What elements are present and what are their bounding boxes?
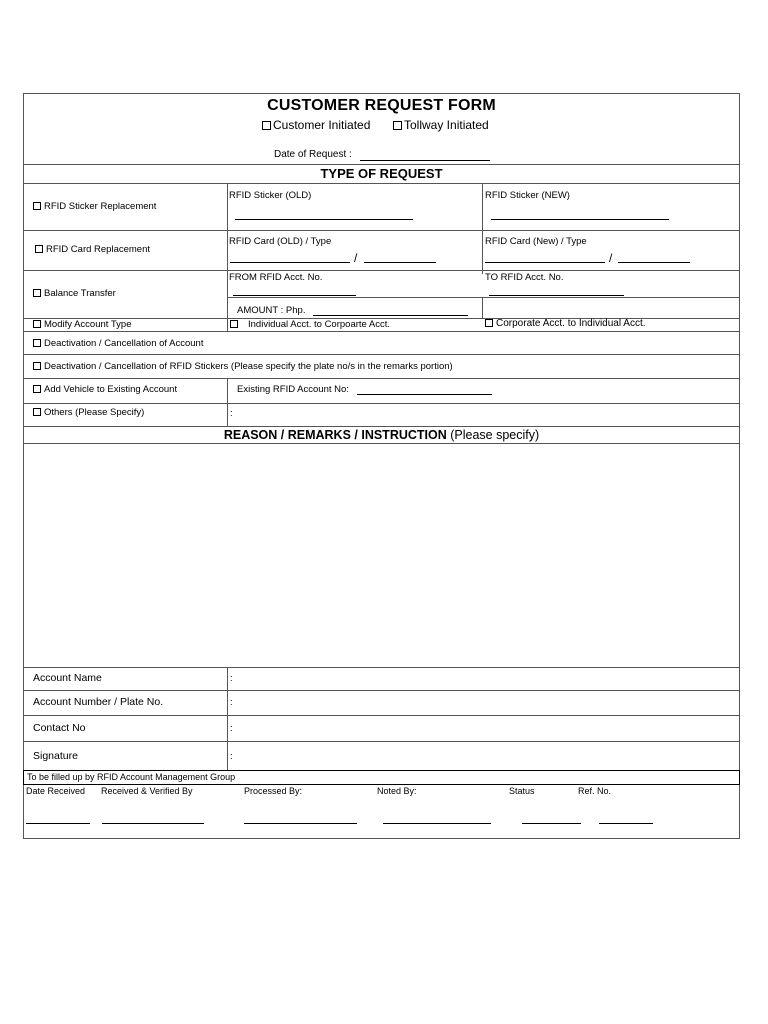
contact-no-field[interactable]: : xyxy=(230,723,233,734)
noted-by-label: Noted By: xyxy=(377,786,417,796)
sticker-old-field[interactable] xyxy=(235,219,413,220)
individual-to-corporate-label: Individual Acct. to Corpoarte Acct. xyxy=(248,319,391,330)
checkbox-icon[interactable] xyxy=(33,385,41,393)
checkbox-icon[interactable] xyxy=(33,202,41,210)
type-of-request-title: TYPE OF REQUEST xyxy=(320,166,443,181)
tollway-initiated-option[interactable] xyxy=(393,118,489,132)
deactivation-stickers-label: Deactivation / Cancellation of RFID Stickers (Please specify the plate no/s in the remarks portion) xyxy=(44,361,453,372)
card-new-label: RFID Card (New) / Type xyxy=(485,236,587,247)
checkbox-icon[interactable] xyxy=(230,320,238,328)
date-of-request-label: Date of Request : xyxy=(274,149,352,160)
sticker-new-field[interactable] xyxy=(491,219,669,220)
account-name-field[interactable]: : xyxy=(230,673,233,684)
customer-request-form xyxy=(23,93,740,839)
modify-account-label: Modify Account Type xyxy=(44,319,132,330)
balance-transfer-option[interactable] xyxy=(33,288,116,299)
contact-no-label: Contact No xyxy=(33,722,86,734)
sticker-new-label: RFID Sticker (NEW) xyxy=(485,190,570,201)
sticker-replacement-option[interactable] xyxy=(33,201,156,212)
date-received-field[interactable] xyxy=(26,823,90,824)
others-label: Others (Please Specify) xyxy=(44,407,145,418)
status-label: Status xyxy=(509,786,535,796)
add-vehicle-option[interactable] xyxy=(33,384,177,395)
processed-by-field[interactable] xyxy=(244,823,357,824)
checkbox-icon[interactable] xyxy=(33,362,41,370)
remarks-area[interactable] xyxy=(24,444,739,666)
card-replacement-label: RFID Card Replacement xyxy=(46,244,151,255)
remarks-title-main: REASON / REMARKS / INSTRUCTION xyxy=(223,428,447,442)
noted-by-field[interactable] xyxy=(383,823,491,824)
amount-label: AMOUNT : Php. xyxy=(237,305,306,316)
form-title: CUSTOMER REQUEST FORM xyxy=(267,97,496,114)
existing-rfid-field[interactable] xyxy=(357,394,492,395)
card-old-separator: / xyxy=(354,251,358,265)
card-new-separator: / xyxy=(609,251,613,265)
balance-transfer-label: Balance Transfer xyxy=(44,288,116,299)
sticker-old-label: RFID Sticker (OLD) xyxy=(229,190,312,201)
checkbox-icon[interactable] xyxy=(33,320,41,328)
deactivation-account-option[interactable] xyxy=(33,338,203,349)
card-old-type-field[interactable] xyxy=(364,262,436,263)
existing-rfid-label: Existing RFID Account No: xyxy=(237,384,349,395)
amount-field[interactable] xyxy=(313,315,468,316)
signature-label: Signature xyxy=(33,750,78,762)
account-number-field[interactable]: : xyxy=(230,697,233,708)
status-field[interactable] xyxy=(522,823,581,824)
checkbox-icon[interactable] xyxy=(393,121,402,130)
received-verified-field[interactable] xyxy=(102,823,204,824)
customer-initiated-label: Customer Initiated xyxy=(273,118,371,132)
corporate-to-individual-label: Corporate Acct. to Individual Acct. xyxy=(496,318,646,329)
checkbox-icon[interactable] xyxy=(33,408,41,416)
checkbox-icon[interactable] xyxy=(262,121,271,130)
sticker-replacement-label: RFID Sticker Replacement xyxy=(44,201,157,212)
checkbox-icon[interactable] xyxy=(33,289,41,297)
signature-field[interactable]: : xyxy=(230,751,233,762)
card-old-label: RFID Card (OLD) / Type xyxy=(229,236,332,247)
tollway-initiated-label: Tollway Initiated xyxy=(404,118,489,132)
checkbox-icon[interactable] xyxy=(485,319,493,327)
card-replacement-option[interactable] xyxy=(35,244,150,255)
to-rfid-field[interactable] xyxy=(489,295,624,296)
corporate-to-individual-option[interactable] xyxy=(485,318,646,329)
processed-by-label: Processed By: xyxy=(244,786,303,796)
modify-account-option[interactable] xyxy=(33,319,132,330)
add-vehicle-label: Add Vehicle to Existing Account xyxy=(44,384,178,395)
checkbox-icon[interactable] xyxy=(33,339,41,347)
received-verified-label: Received & Verified By xyxy=(101,786,193,796)
deactivation-stickers-option[interactable] xyxy=(33,361,453,372)
card-new-type-field[interactable] xyxy=(618,262,690,263)
office-note: To be filled up by RFID Account Management Group xyxy=(27,772,236,782)
checkbox-icon[interactable] xyxy=(35,245,43,253)
customer-initiated-option[interactable] xyxy=(262,118,370,132)
from-rfid-label: FROM RFID Acct. No. xyxy=(229,272,323,283)
ref-no-label: Ref. No. xyxy=(578,786,612,796)
from-rfid-field[interactable] xyxy=(233,295,356,296)
remarks-title-suffix: (Please specify) xyxy=(446,428,540,442)
remarks-title xyxy=(24,428,739,442)
others-field[interactable]: : xyxy=(230,408,233,419)
ref-no-field[interactable] xyxy=(599,823,653,824)
account-number-label: Account Number / Plate No. xyxy=(33,696,164,708)
date-received-label: Date Received xyxy=(26,786,86,796)
account-name-label: Account Name xyxy=(33,672,102,684)
others-option[interactable] xyxy=(33,407,144,418)
to-rfid-label: TO RFID Acct. No. xyxy=(485,272,564,283)
date-of-request-field[interactable] xyxy=(360,160,490,161)
deactivation-account-label: Deactivation / Cancellation of Account xyxy=(44,338,204,349)
card-old-field[interactable] xyxy=(230,262,350,263)
individual-to-corporate-option[interactable] xyxy=(230,319,390,330)
card-new-field[interactable] xyxy=(485,262,605,263)
